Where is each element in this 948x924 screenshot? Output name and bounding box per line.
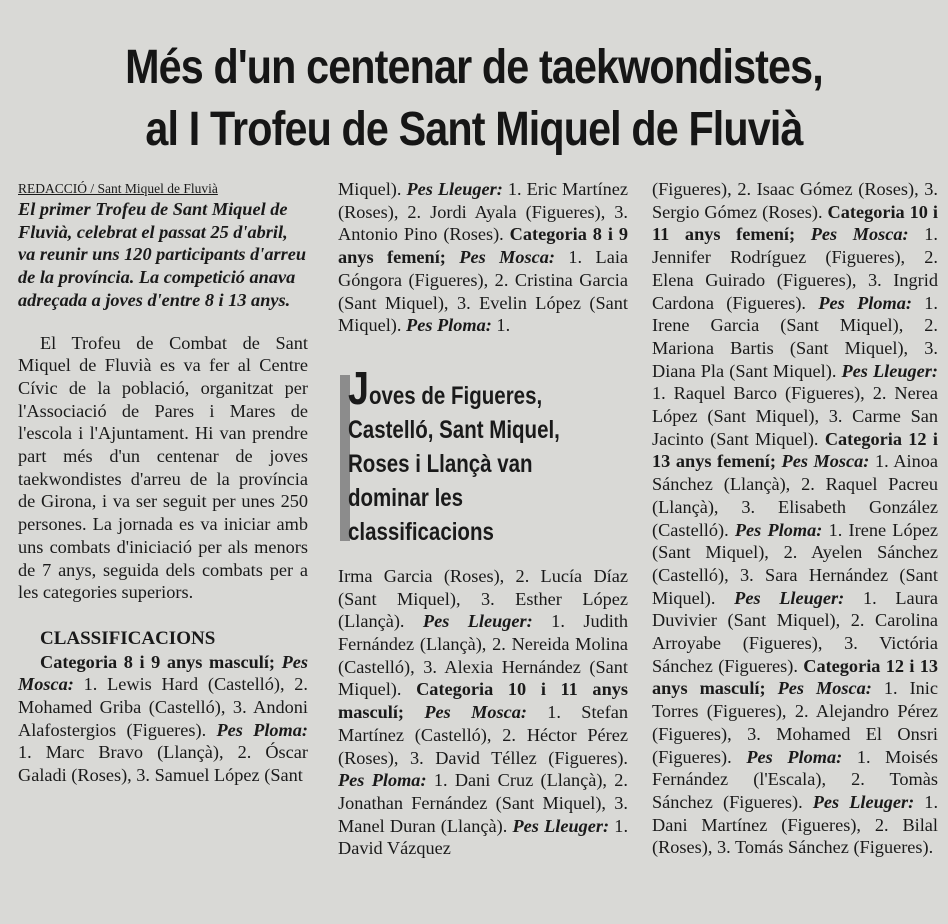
byline: REDACCIÓ / Sant Miquel de Fluvià [18, 181, 218, 196]
weight-class-label: Pes Ploma: [746, 746, 843, 767]
weight-class-label: Pes Mosca: [795, 224, 909, 245]
weight-class-label: Pes Lleuger: [812, 791, 915, 812]
weight-class-label: Pes Ploma: [406, 315, 492, 336]
results-text: 1. Ainoa Sánchez (Llançà), 2. Raquel Pacreu (Llançà), 3. Elisabeth González (Castelló). [652, 451, 938, 540]
weight-class-label: Pes Lleuger: [841, 360, 938, 381]
results-col3 [652, 178, 938, 859]
category-label: Categoria 12 i 13 anys masculí; [652, 655, 939, 699]
results-text: 1. Jennifer Rodríguez (Figueres), 2. Elena Guirado (Figueres), 3. Ingrid Cardona (Figueres). [652, 224, 938, 313]
article-column-2 [338, 178, 628, 860]
pull-quote-line-1: oves de Figueres, [368, 381, 543, 410]
category-label: Categoria 12 i 13 anys femení; [652, 428, 938, 472]
pull-quote-dropcap: J [348, 361, 369, 414]
results-text: 1. Moisés Fernández (l'Escala), 2. Tomàs Sánchez (Figueres). [652, 746, 938, 812]
weight-class-label: Pes Lleuger: [406, 179, 503, 199]
weight-class-label: Pes Mosca: [445, 247, 555, 268]
results-text: (Figueres), 2. Isaac Gómez (Roses), 3. Sergio Gómez (Roses). [652, 179, 938, 222]
weight-class-label: Pes Ploma: [216, 719, 308, 740]
category-label: Categoria 8 i 9 anys femení; [338, 224, 628, 268]
results-col1 [18, 651, 308, 787]
weight-class-label: Pes Mosca: [404, 702, 527, 723]
pull-quote-line-2: Castelló, Sant Miquel, [348, 415, 560, 444]
results-text: 1. Eric Martínez (Roses), 2. Jordi Ayala (Figueres), 3. Antonio Pino (Roses). [338, 179, 628, 245]
results-text: 1. Dani Martínez (Figueres), 2. Bilal (Roses), 3. Tomás Sánchez (Figueres). [652, 791, 939, 858]
pull-quote-line-5: classificacions [348, 517, 494, 546]
weight-class-label: Pes Lleuger: [422, 611, 533, 632]
article-column-3 [652, 178, 938, 859]
results-text: Irma Garcia (Roses), 2. Lucía Díaz (Sant Miquel), 3. Esther López (Llançà). [338, 565, 628, 632]
pull-quote-text [348, 361, 619, 549]
weight-class-label: Pes Mosca: [765, 678, 872, 699]
results-text: 1. Laia Góngora (Figueres), 2. Cristina Garcia (Sant Miquel), 3. Evelin López (Sant Miquel). [338, 247, 629, 336]
lead-text: El primer Trofeu de Sant Miquel de Fluvià, celebrat el passat 25 d'abril, va reunir uns 120 participants d'arreu de la província. La competició anava adreçada a joves d'entre 8 i 13 anys. [18, 199, 306, 310]
results-text: 1. Raquel Barco (Figueres), 2. Nerea López (Sant Miquel), 3. Carme San Jacinto (Sant Miquel). [652, 383, 938, 449]
weight-class-label: Pes Ploma: [818, 292, 912, 313]
body-paragraph: El Trofeu de Combat de Sant Miquel de Fluvià es va fer al Centre Cívic de la població, organitzat per l'Associació de Pares i Mares de l'escola i l'Ajuntament. Hi van prendre part més d'un centenar de joves taekwondistes d'arreu de la província de Girona, i va ser seguit per unes 250 persones. La jornada es va iniciar amb uns combats d'iniciació per als menors de 7 anys, seguida dels combats per a les categories superiors. [18, 332, 308, 603]
category-label: Categoria 10 i 11 anys masculí; [338, 679, 628, 723]
category-label: Categoria 10 i 11 anys femení; [652, 201, 938, 245]
weight-class-label: Pes Mosca: [775, 451, 870, 472]
weight-class-label: Pes Lleuger: [734, 587, 845, 608]
section-title: CLASSIFICACIONS [40, 627, 216, 649]
category-label: Categoria 8 i 9 anys masculí; [40, 651, 276, 672]
weight-class-label: Pes Ploma: [338, 770, 427, 791]
results-text: 1. [491, 315, 511, 336]
headline-line-1: Més d'un centenar de taekwondistes, [125, 41, 823, 94]
results-text: 1. Stefan Martínez (Castelló), 2. Héctor Pérez (Roses), 3. David Téllez (Figueres). [338, 702, 628, 768]
pull-quote [338, 361, 628, 547]
results-text: Miquel). [338, 179, 407, 199]
pull-quote-line-3: Roses i Llançà van [348, 449, 533, 478]
results-col2-top [338, 178, 628, 337]
results-text: 1. David Vázquez [338, 815, 629, 859]
weight-class-label: Pes Mosca: [18, 651, 308, 695]
results-text: 1. Lewis Hard (Castelló), 2. Mohamed Griba (Castelló), 3. Andoni Alafostergios (Figueres). [18, 674, 308, 740]
weight-class-label: Pes Lleuger: [512, 815, 610, 836]
headline-line-2: al I Trofeu de Sant Miquel de Fluvià [145, 103, 803, 156]
results-text: 1. Inic Torres (Figueres), 2. Alejandro Pérez (Figueres), 3. Mohamed El Onsri (Figueres). [652, 678, 938, 767]
pull-quote-line-4: dominar les [348, 483, 464, 512]
results-text: 1. Dani Cruz (Llançà), 2. Jonathan Fernández (Sant Miquel), 3. Manel Duran (Llançà). [338, 770, 628, 836]
results-text: 1. Laura Duvivier (Sant Miquel), 2. Carolina Arroyabe (Figueres), 3. Victória Sánchez (Figueres). [652, 587, 938, 676]
weight-class-label: Pes Ploma: [734, 519, 823, 540]
lead-paragraph [18, 198, 308, 312]
results-col2-bottom [338, 565, 628, 860]
results-text: 1. Irene Garcia (Sant Miquel), 2. Mariona Bartis (Sant Miquel), 3. Diana Pla (Sant Miquel). [652, 292, 938, 381]
results-text: 1. Judith Fernández (Llançà), 2. Nereida Molina (Castelló), 3. Alexia Hernández (Sant Miquel). [338, 611, 629, 700]
results-text: 1. Marc Bravo (Llançà), 2. Óscar Galadi (Roses), 3. Samuel López (Sant [18, 742, 308, 786]
article-column-1 [18, 178, 308, 787]
results-text: 1. Irene López (Sant Miquel), 2. Ayelen Sánchez (Castelló), 3. Sara Hernández (Sant Miquel). [652, 519, 938, 608]
